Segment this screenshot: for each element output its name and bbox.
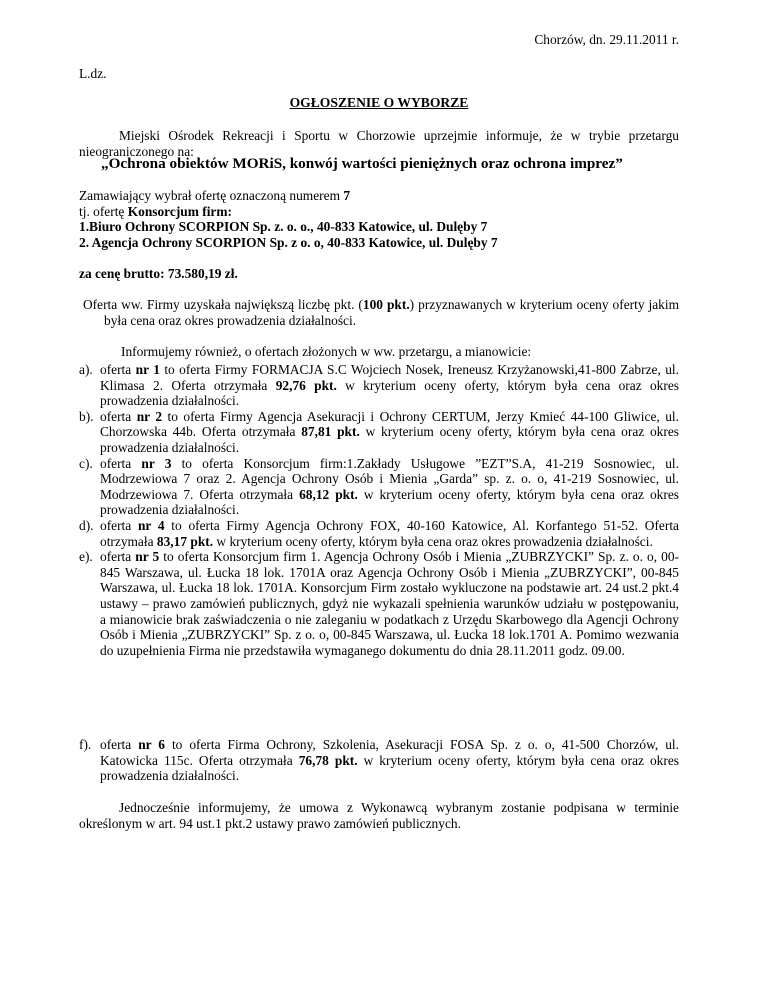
list-item: c). oferta nr 3 to oferta Konsorcjum firm:1.Zakłady Usługowe ”EZT”S.A, 41-219 Sosnowiec, ul. Modrzewiowa 7 oraz 2. Agencja Ochrony Osób i Mienia „Garda” sp. z. o. o, 41-219 Sosnowiec, ul. Modrzewiowa 7. Oferta otrzymała 68,12 pkt. w kryterium oceny oferty, którym była cena oraz okres prowadzenia działalności. [79,455,679,518]
list-item: f). oferta nr 6 to oferta Firma Ochrony, Szkolenia, Asekuracji FOSA Sp. z o. o, 41-500 Chorzów, ul. Katowicka 115c. Oferta otrzymała 76,78 pkt. w kryterium oceny oferty, którym była cena oraz okres prowadzenia działalności. [79,737,679,784]
price-line: za cenę brutto: 73.580,19 zł. [79,266,238,281]
points-paragraph: Oferta ww. Firmy uzyskała największą liczbę pkt. (100 pkt.) przyznawanych w kryterium oceny oferty jakim była cena oraz okres prowadzenia działalności. [83,297,679,328]
selected-offer-number: 7 [343,188,351,203]
list-item: e). oferta nr 5 to oferta Konsorcjum firm 1. Agencja Ochrony Osób i Mienia „ZUBRZYCKI” Sp. z. o. o, 00-845 Warszawa, ul. Łucka 18 lok. 1701A oraz Agencja Ochrony Osób i Mienia „ZUBRZYCKI”, 00-845 Warszawa, ul. Łucka 18 lok. 1701A. Konsorcjum Firm zostało wykluczone na podstawie art. 24 ust.2 pkt.4 ustawy – prawo zamówień publicznych, gdyż nie wykazali spełnienia warunków udziału w postępowaniu, a mianowicie brak zaświadczenia o nie zaleganiu w podatkach z Urzędu Skarbowego dla Agencji Ochrony Osób i Mienia „ZUBRZYCKI” Sp. z o. o, 00-845 Warszawa, ul. Łucka 18 lok.1701 A. Pomimo wezwania do uzupełnienia Firma nie przedstawiła wymaganego dokumentu do dnia 28.11.2011 godz. 09.00. [79,549,679,658]
ldz-label: L.dz. [79,66,107,81]
offers-list [79,362,679,658]
selection-line-2: tj. ofertę Konsorcjum firm: [79,203,232,219]
list-item: b). oferta nr 2 to oferta Firmy Agencja Asekuracji i Ochrony CERTUM, Jerzy Kmieć 44-100 Gliwice, ul. Chorzowska 44b. Oferta otrzymała 87,81 pkt. w kryterium oceny oferty, którym była cena oraz okres prowadzenia działalności. [79,408,679,455]
selection-line-3: 1.Biuro Ochrony SCORPION Sp. z. o. o., 40-833 Katowice, ul. Dulęby 7 [79,219,488,235]
list-item: d). oferta nr 4 to oferta Firmy Agencja Ochrony FOX, 40-160 Katowice, Al. Korfantego 51-52. Oferta otrzymała 83,17 pkt. w kryterium oceny oferty, którym była cena oraz okres prowadzenia działalności. [79,517,679,549]
place-date: Chorzów, dn. 29.11.2011 r. [534,32,679,47]
closing-paragraph: Jednocześnie informujemy, że umowa z Wykonawcą wybranym zostanie podpisana w terminie określonym w art. 94 ust.1 pkt.2 ustawy prawo zamówień publicznych. [79,800,679,831]
tender-subject: „Ochrona obiektów MORiS, konwój wartości pieniężnych oraz ochrona imprez” [101,155,623,172]
selection-block [79,188,679,250]
document-title: OGŁOSZENIE O WYBORZE [289,95,469,110]
list-item: a). oferta nr 1 to oferta Firmy FORMACJA S.C Wojciech Nosek, Ireneusz Krzyżanowski,41-800 Zabrze, ul. Klimasa 2. Oferta otrzymała 92,76 pkt. w kryterium oceny oferty, którym była cena oraz okres prowadzenia działalności. [79,362,679,409]
intro-paragraph: Miejski Ośrodek Rekreacji i Sportu w Chorzowie uprzejmie informuje, że w trybie przetargu nieograniczonego na: [79,128,679,159]
also-info-line: Informujemy również, o ofertach złożonych w ww. przetargu, a mianowicie: [121,344,532,359]
selection-line-1: Zamawiający wybrał ofertę oznaczoną numerem 7 [79,188,351,203]
offers-list-continued [79,737,679,784]
selection-line-4: 2. Agencja Ochrony SCORPION Sp. z o. o, 40-833 Katowice, ul. Dulęby 7 [79,234,498,250]
